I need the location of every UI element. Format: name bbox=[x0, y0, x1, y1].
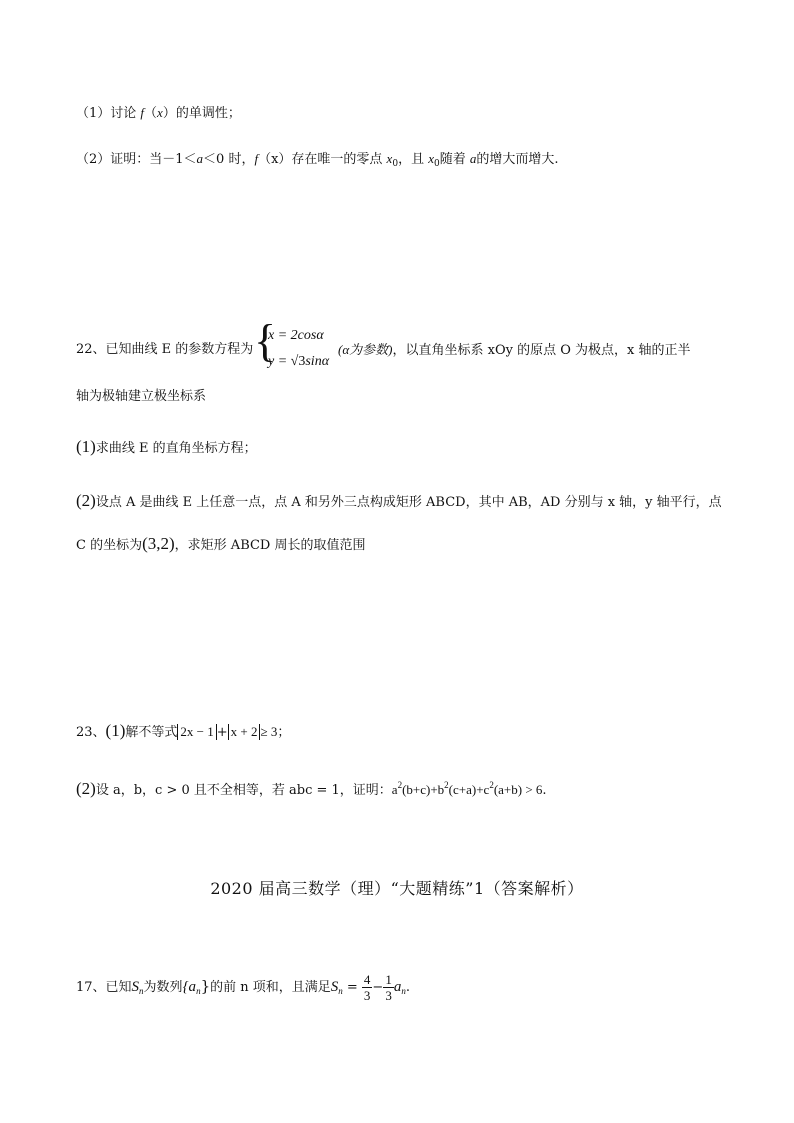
param-note: (α为参数) bbox=[338, 342, 393, 357]
text: . bbox=[405, 980, 410, 995]
sequence: {a bbox=[182, 979, 197, 995]
q23-number: 23、 bbox=[76, 725, 106, 740]
denominator: 3 bbox=[363, 988, 371, 1003]
abs-term-1: 2x − 1 bbox=[177, 724, 216, 740]
q22-intro bbox=[76, 341, 253, 359]
text: 的增大而增大. bbox=[476, 152, 559, 167]
text: . bbox=[542, 783, 547, 798]
text: ； bbox=[277, 725, 291, 740]
eq2-left: y = bbox=[268, 354, 291, 369]
q23-part2 bbox=[76, 776, 547, 800]
fraction-4-3 bbox=[362, 972, 373, 1003]
equals: = bbox=[342, 980, 362, 995]
part-number: (1) bbox=[76, 437, 96, 456]
q22-intro-post: ，以直角坐标系 xOy 的原点 O 为极点，x 轴的正半 bbox=[392, 343, 691, 358]
numerator: 1 bbox=[385, 972, 392, 987]
q22-intro-pre: 22、已知曲线 E 的参数方程为 bbox=[76, 342, 254, 357]
function-f: f bbox=[140, 105, 145, 120]
q22-intro-line2: 轴为极轴建立极坐标系 bbox=[76, 389, 207, 404]
param-eq2 bbox=[268, 353, 329, 371]
exponent: 2 bbox=[489, 780, 494, 790]
term: (a+b) > 6 bbox=[493, 782, 543, 797]
section-heading: 2020 届高三数学（理）“大题精练”1（答案解析） bbox=[210, 879, 584, 898]
term: (b+c)+b bbox=[402, 782, 445, 797]
var-S: S bbox=[131, 979, 140, 995]
text: 的前 n 项和，且满足 bbox=[210, 980, 331, 995]
sqrt-three: √3 bbox=[290, 354, 306, 369]
var-a: a bbox=[469, 151, 477, 166]
sequence-close: } bbox=[200, 977, 211, 995]
var-x0: x bbox=[428, 151, 434, 166]
q21-part2 bbox=[76, 150, 559, 173]
fraction-1-3 bbox=[383, 972, 394, 1003]
function-f: f bbox=[254, 151, 259, 166]
part-number: (1) bbox=[105, 721, 126, 740]
param-system-brace: { bbox=[254, 315, 277, 366]
subscript: n bbox=[338, 986, 343, 996]
text: 为数列 bbox=[143, 980, 183, 995]
q22-part2-line2 bbox=[76, 535, 366, 555]
plus-sign: + bbox=[216, 725, 228, 740]
term: (c+a)+c bbox=[448, 782, 490, 797]
q22-part1 bbox=[76, 438, 257, 458]
subscript: n bbox=[196, 986, 201, 996]
param-eq1: x = 2cosα bbox=[268, 328, 324, 343]
subscript: n bbox=[139, 986, 144, 996]
text: ，且 bbox=[398, 152, 429, 167]
part-number: (2) bbox=[76, 491, 96, 510]
text: C 的坐标为 bbox=[76, 538, 143, 553]
subscript: 0 bbox=[433, 159, 440, 169]
q23-part1 bbox=[76, 722, 290, 742]
var-a: a bbox=[393, 979, 402, 995]
q22-intro-rest bbox=[338, 341, 690, 360]
var-x: x bbox=[157, 105, 163, 120]
numerator: 4 bbox=[363, 972, 371, 987]
q21-part2-label: （2）证明：当－1＜ bbox=[76, 152, 197, 167]
text: ，求矩形 ABCD 周长的取值范围 bbox=[174, 538, 366, 553]
term: a bbox=[391, 782, 398, 797]
inequality: ≥ 3 bbox=[260, 724, 278, 739]
abs-term-2: x + 2 bbox=[228, 724, 261, 740]
text: 解不等式 bbox=[125, 725, 178, 740]
exponent: 2 bbox=[444, 780, 449, 790]
paren-open: （ bbox=[144, 106, 158, 121]
part-number: (2) bbox=[76, 779, 96, 798]
q22-part2-text: 设点 A 是曲线 E 上任意一点，点 A 和另外三点构成矩形 ABCD，其中 AB，AD 分别与 x 轴，y 轴平行，点 bbox=[95, 495, 722, 510]
var-x0: x bbox=[386, 151, 393, 166]
subscript: n bbox=[401, 986, 406, 996]
q21-part1-label: （1）讨论 bbox=[76, 106, 141, 121]
denominator: 3 bbox=[385, 988, 392, 1003]
text: 随着 bbox=[439, 152, 470, 167]
text: （x）存在唯一的零点 bbox=[258, 152, 387, 167]
q22-part1-text: 求曲线 E 的直角坐标方程； bbox=[95, 441, 257, 456]
text: 17、已知 bbox=[76, 980, 132, 995]
var-a: a bbox=[196, 151, 204, 166]
text: 设 a，b，c > 0 且不全相等，若 abc = 1，证明： bbox=[95, 783, 392, 798]
eq2-right: sinα bbox=[305, 354, 330, 369]
q23-inequality bbox=[392, 782, 543, 797]
exponent: 2 bbox=[397, 780, 403, 790]
point-c-coord: (3,2) bbox=[142, 534, 175, 553]
q21-part1-tail: ）的单调性； bbox=[162, 106, 241, 121]
q21-part1 bbox=[76, 104, 241, 123]
q17-statement bbox=[76, 966, 410, 1006]
subscript: 0 bbox=[392, 159, 399, 169]
q22-part2 bbox=[76, 492, 722, 512]
var-S: S bbox=[330, 979, 339, 995]
text: ＜0 时， bbox=[203, 152, 255, 167]
minus: − bbox=[372, 980, 384, 995]
